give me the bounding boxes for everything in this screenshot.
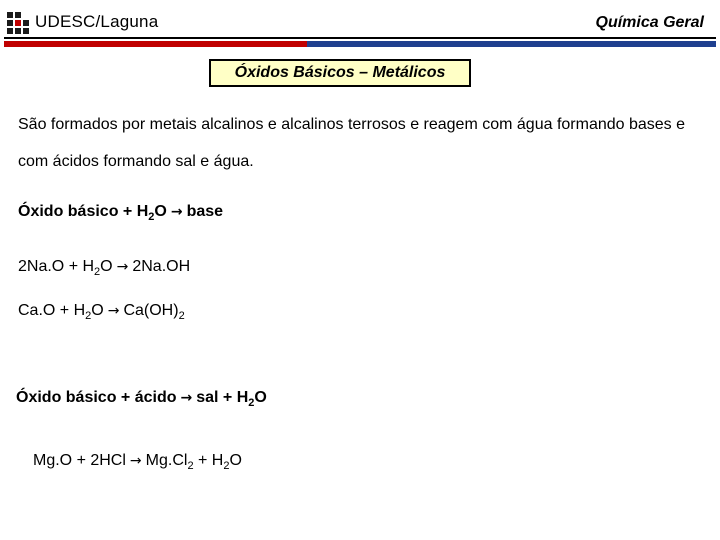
arrow-icon: →	[107, 303, 120, 319]
slide-title: Óxidos Básicos – Metálicos	[209, 59, 471, 87]
udesc-logo	[6, 7, 158, 37]
equation-calcium: $Ca.O + H_2O \to Ca(OH)_2$	[18, 302, 185, 322]
logo-text: UDESC/Laguna	[35, 12, 159, 31]
arrow-icon: →	[170, 204, 183, 220]
course-title: Química Geral	[595, 14, 704, 31]
intro-paragraph: São formados por metais alcalinos e alcalinos terrosos e reagem com água formando bases e com ácidos formando sal e água.	[18, 116, 686, 170]
header-divider	[4, 37, 716, 39]
arrow-icon: →	[129, 453, 142, 469]
header-bar-blue	[307, 41, 716, 47]
general-reaction-base: Óxido básico + $H_2O$ → base	[18, 203, 224, 223]
general-reaction-acid: Óxido básico + ácido → sal + $H_2O$	[16, 389, 267, 409]
equation-sodium: $2Na.O + H_2O \to 2Na.OH$	[18, 258, 191, 278]
udesc-emblem-icon	[6, 8, 34, 36]
header-bar-red	[4, 41, 307, 47]
arrow-icon: →	[116, 259, 129, 275]
equation-magnesium: $Mg.O + 2HCl \to Mg.Cl_2 + H_2O$	[33, 452, 242, 472]
arrow-icon: →	[180, 390, 193, 406]
